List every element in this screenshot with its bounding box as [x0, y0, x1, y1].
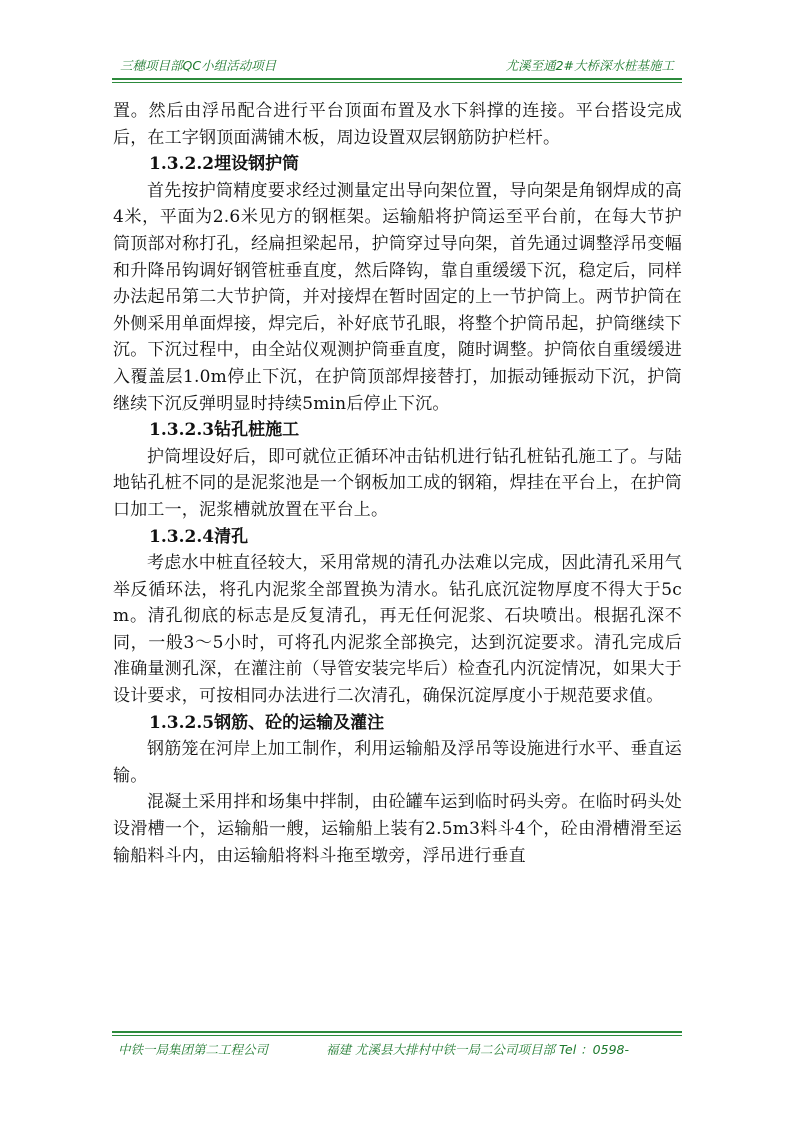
page-footer	[118, 1040, 682, 1060]
paragraph-platform-completion: 置。然后由浮吊配合进行平台顶面布置及水下斜撑的连接。平台搭设完成后，在工字钢顶面满铺木板，周边设置双层钢筋防护栏杆。	[113, 101, 682, 148]
paragraph-concrete-transport: 混凝土采用拌和场集中拌制，由砼罐车运到临时码头旁。在临时码头处设滑槽一个，运输船一艘，运输船上装有2.5m3料斗4个，砼由滑槽滑至运输船料斗内，由运输船将料斗拖至墩旁，浮吊进行垂直	[113, 792, 682, 866]
heading-hole-cleaning: 1.3.2.4清孔	[149, 526, 249, 547]
header-project-name: 三穗项目部QC小组活动项目	[120, 58, 277, 73]
footer-rule-thin	[112, 1035, 682, 1036]
footer-rule-thick	[112, 1031, 682, 1033]
header-rule-thin	[112, 82, 682, 83]
paragraph-hole-cleaning: 考虑水中桩直径较大，采用常规的清孔办法难以完成，因此清孔采用气举反循环法，将孔内泥浆全部置换为清水。钻孔底沉淀物厚度不得大于5cm。清孔彻底的标志是反复清孔，再无任何泥浆、石块喷出。根据孔深不同，一般3～5小时，可将孔内泥浆全部换完，达到沉淀要求。清孔完成后准确量测孔深，在灌注前（导管安装完毕后）检查孔内沉淀情况，如果大于设计要求，可按相同办法进行二次清孔，确保沉淀厚度小于规范要求值。	[113, 553, 682, 707]
header-rule-thick	[112, 78, 682, 80]
document-body	[113, 98, 682, 869]
paragraph-embed-steel-casing: 首先按护筒精度要求经过测量定出导向架位置，导向架是角钢焊成的高4米，平面为2.6米见方的钢框架。运输船将护筒运至平台前，在每大节护筒顶部对称打孔，经扁担梁起吊，护筒穿过导向架，首先通过调整浮吊变幅和升降吊钩调好钢管桩垂直度，然后降钩，靠自重缓缓下沉，稳定后，同样办法起吊第二大节护筒，并对接焊在暂时固定的上一节护筒上。两节护筒在外侧采用单面焊接，焊完后，补好底节孔眼，将整个护筒吊起，护筒继续下沉。下沉过程中，由全站仪观测护筒垂直度，随时调整。护筒依自重缓缓进入覆盖层1.0m停止下沉，在护筒顶部焊接替打，加振动锤振动下沉，护筒继续下沉反弹明显时持续5min后停止下沉。	[113, 180, 682, 414]
paragraph-bored-pile-construction: 护筒埋设好后，即可就位正循环冲击钻机进行钻孔桩钻孔施工了。与陆地钻孔桩不同的是泥浆池是一个钢板加工成的钢箱，焊挂在平台上，在护筒口加工一，泥浆槽就放置在平台上。	[113, 446, 682, 520]
heading-bored-pile-construction: 1.3.2.3钻孔桩施工	[149, 420, 300, 441]
heading-embed-steel-casing: 1.3.2.2埋设钢护筒	[149, 154, 300, 175]
footer-address-tel: 福建 尤溪县大排村中铁一局二公司项目部 Tel ：0598-	[326, 1042, 629, 1057]
header-project-title: 尤溪至通2#大桥深水桩基施工	[505, 58, 674, 73]
page-header	[112, 56, 678, 78]
paragraph-rebar-cage-transport: 钢筋笼在河岸上加工制作，利用运输船及浮吊等设施进行水平、垂直运输。	[113, 739, 682, 786]
footer-company: 中铁一局集团第二工程公司	[118, 1042, 269, 1057]
heading-rebar-concrete-transport: 1.3.2.5钢筋、砼的运输及灌注	[149, 712, 385, 733]
